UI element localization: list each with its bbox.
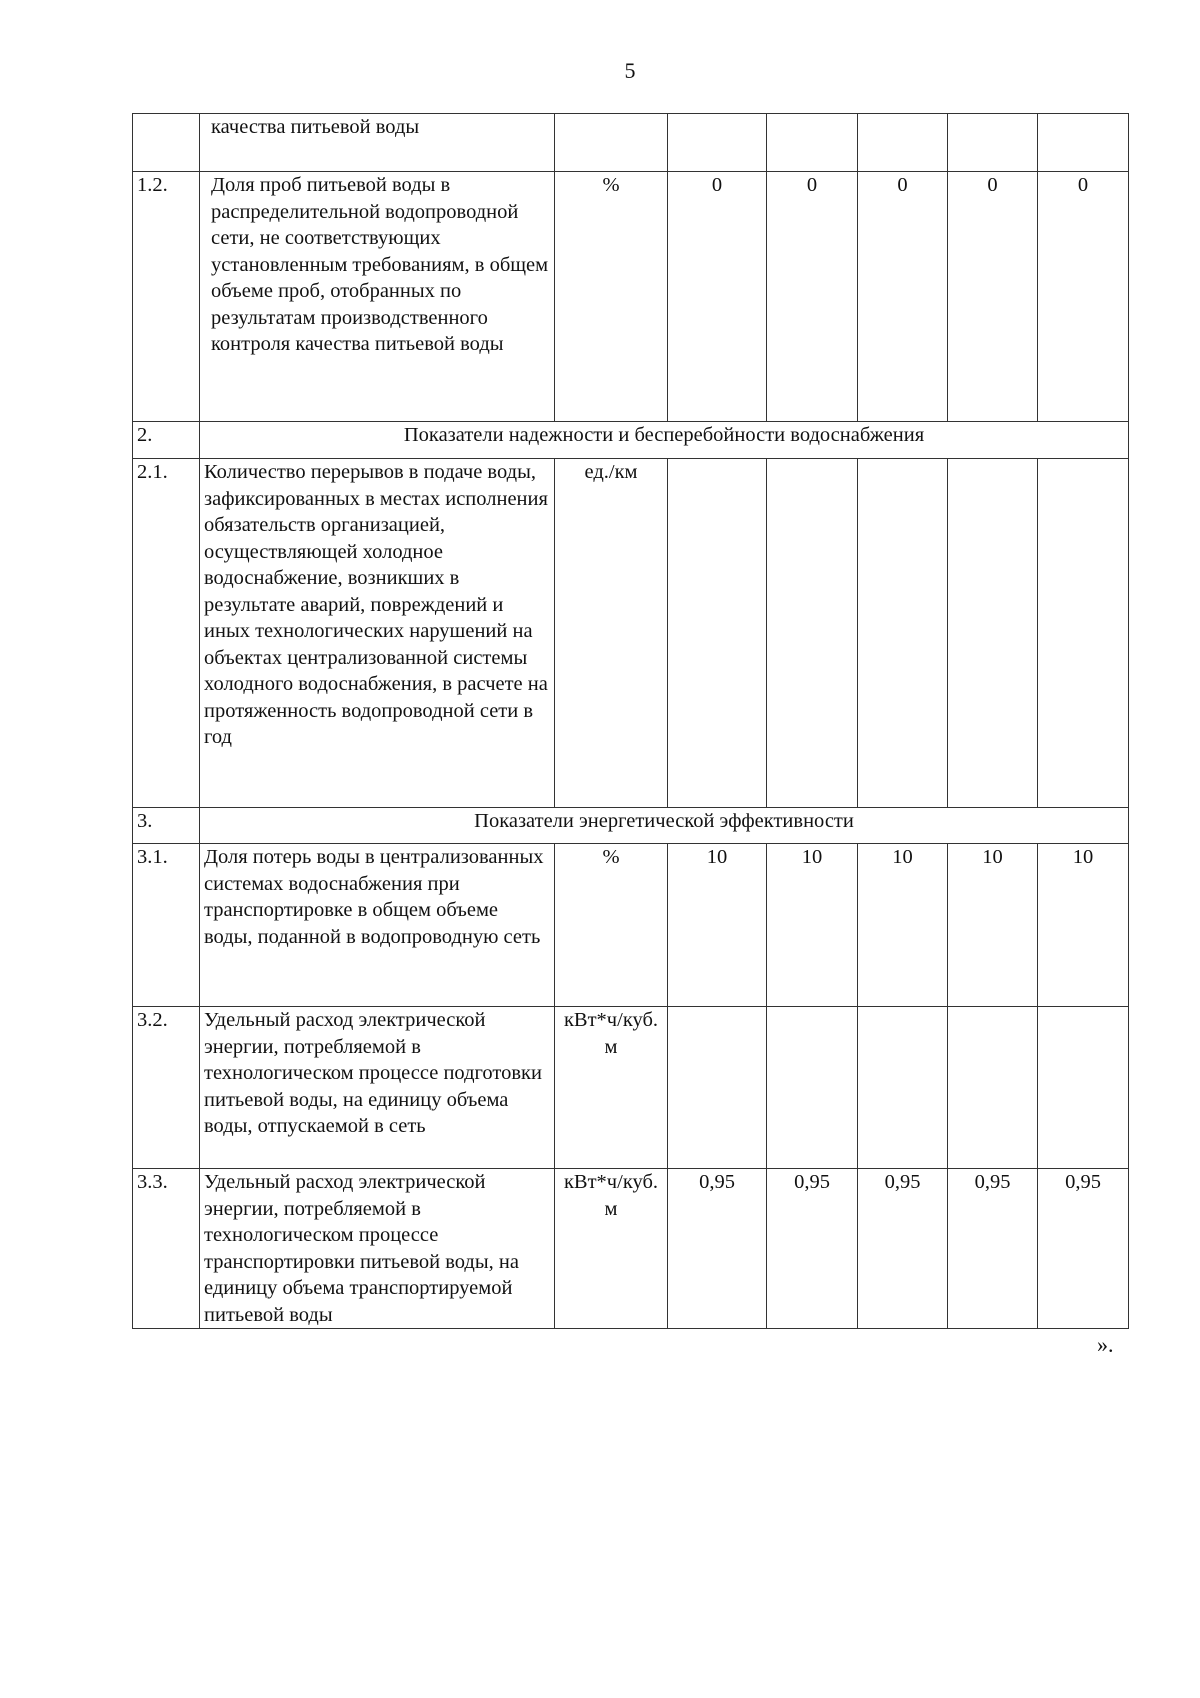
value-cell (858, 114, 948, 172)
indicator-name: Доля потерь воды в централизованных системах водоснабжения при транспортировке в общем объеме воды, поданной в водопроводную сеть (200, 844, 555, 1007)
value-cell: 0 (948, 172, 1038, 422)
value-cell (668, 459, 767, 808)
value-cell: 0,95 (668, 1169, 767, 1329)
value-cell (1038, 459, 1129, 808)
indicator-name: Удельный расход электрической энергии, потребляемой в технологическом процессе подготовки питьевой воды, на единицу объема воды, отпускаемой в сеть (200, 1007, 555, 1169)
value-cell (1038, 1007, 1129, 1169)
value-cell: 0,95 (1038, 1169, 1129, 1329)
unit-cell: % (555, 844, 668, 1007)
value-cell: 10 (668, 844, 767, 1007)
value-cell (948, 459, 1038, 808)
section-number: 2. (133, 422, 200, 459)
value-cell (767, 1007, 858, 1169)
value-cell: 0,95 (767, 1169, 858, 1329)
table-row (133, 1007, 1129, 1169)
table-row (133, 459, 1129, 808)
value-cell: 0 (858, 172, 948, 422)
row-number: 3.3. (133, 1169, 200, 1329)
value-cell (767, 459, 858, 808)
value-cell: 0 (767, 172, 858, 422)
value-cell (858, 459, 948, 808)
row-number (133, 114, 200, 172)
table-row (133, 114, 1129, 172)
row-number: 2.1. (133, 459, 200, 808)
indicator-name: Доля проб питьевой воды в распределительной водопроводной сети, не соответствующих установленным требованиям, в общем объеме проб, отобранных по результатам производственного контроля качества питьевой воды (200, 172, 555, 422)
section-number: 3. (133, 808, 200, 844)
value-cell: 10 (948, 844, 1038, 1007)
row-number: 3.1. (133, 844, 200, 1007)
row-number: 1.2. (133, 172, 200, 422)
unit-cell: ед./км (555, 459, 668, 808)
value-cell: 0,95 (858, 1169, 948, 1329)
unit-cell (555, 114, 668, 172)
table-row (133, 172, 1129, 422)
indicator-name: Удельный расход электрической энергии, потребляемой в технологическом процессе транспортировки питьевой воды, на единицу объема транспортируемой питьевой воды (200, 1169, 555, 1329)
page-number: 5 (624, 58, 636, 83)
section-title: Показатели надежности и бесперебойности водоснабжения (200, 422, 1129, 459)
table-row (133, 844, 1129, 1007)
indicator-name: качества питьевой воды (200, 114, 555, 172)
value-cell (668, 1007, 767, 1169)
value-cell (948, 1007, 1038, 1169)
value-cell: 10 (858, 844, 948, 1007)
value-cell (767, 114, 858, 172)
value-cell (1038, 114, 1129, 172)
section-row (133, 422, 1129, 459)
indicator-name: Количество перерывов в подаче воды, зафиксированных в местах исполнения обязательств организацией, осуществляющей холодное водоснабжение, возникших в результате аварий, повреждений и иных технологических нарушений на объектах централизованной системы холодного водоснабжения, в расчете на протяженность водопроводной сети в год (200, 459, 555, 808)
unit-cell: кВт*ч/куб. м (555, 1169, 668, 1329)
closing-quote: ». (1097, 1332, 1114, 1357)
value-cell (668, 114, 767, 172)
value-cell (858, 1007, 948, 1169)
section-row (133, 808, 1129, 844)
indicators-table (132, 113, 1129, 1329)
value-cell (948, 114, 1038, 172)
value-cell: 0 (1038, 172, 1129, 422)
value-cell: 10 (767, 844, 858, 1007)
unit-cell: % (555, 172, 668, 422)
value-cell: 0 (668, 172, 767, 422)
value-cell: 10 (1038, 844, 1129, 1007)
table-row (133, 1169, 1129, 1329)
unit-cell: кВт*ч/куб. м (555, 1007, 668, 1169)
row-number: 3.2. (133, 1007, 200, 1169)
section-title: Показатели энергетической эффективности (200, 808, 1129, 844)
value-cell: 0,95 (948, 1169, 1038, 1329)
